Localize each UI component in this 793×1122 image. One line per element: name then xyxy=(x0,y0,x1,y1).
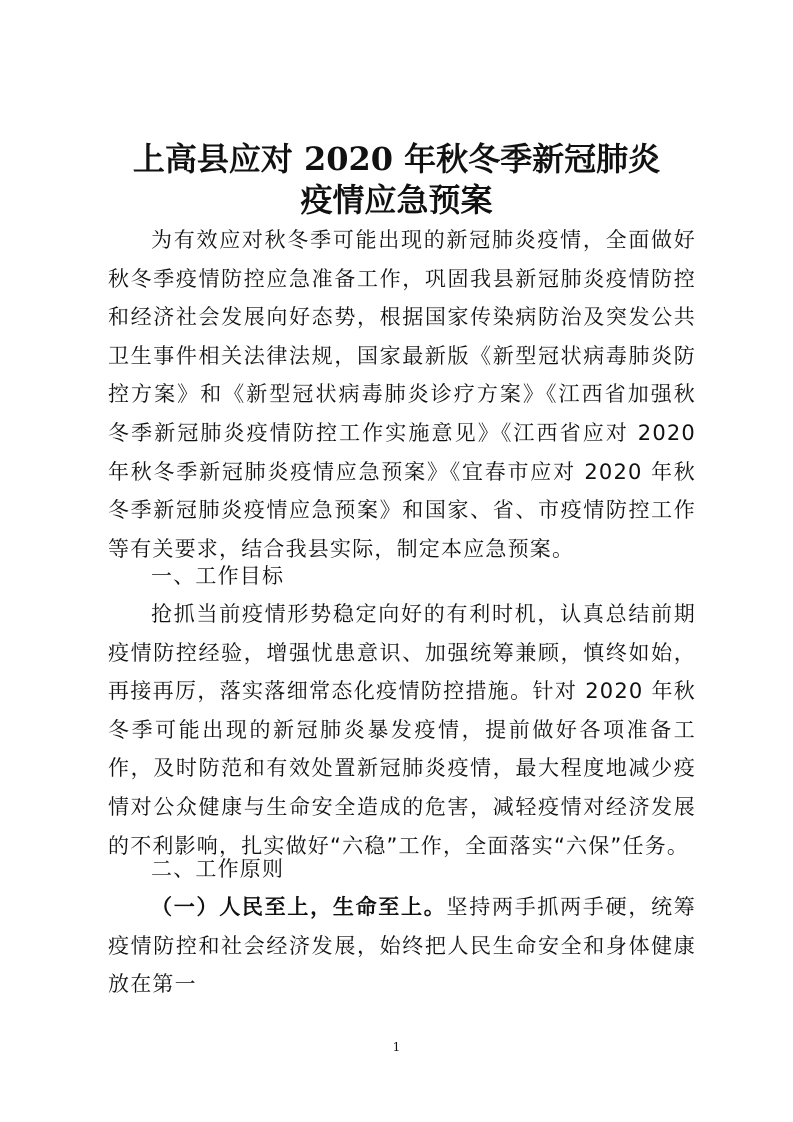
section-heading-goals: 一、工作目标 xyxy=(151,564,285,588)
document-title-line2: 疫情应急预案 xyxy=(300,181,493,219)
page-number: 1 xyxy=(392,1040,401,1054)
intro-paragraph: 为有效应对秋冬季可能出现的新冠肺炎疫情，全面做好秋冬季疫情防控应急准备工作，巩固我县新冠肺炎疫情防控和经济社会发展向好态势，根据国家传染病防治及突发公共卫生事件相关法律法规，国家最新版《新型冠状病毒肺炎防控方案》和《新型冠状病毒肺炎诊疗方案》《江西省加强秋冬季新冠肺炎疫情防控工作实施意见》《江西省应对 2020 年秋冬季新冠肺炎疫情应急预案》《宜春市应对 2020 年秋冬季新冠肺炎疫情应急预案》和国家、省、市疫情防控工作等有关要求，结合我县实际，制定本应急预案。 xyxy=(108,228,696,561)
principle-item-1 xyxy=(108,888,696,1004)
section-goals-paragraph: 抢抓当前疫情形势稳定向好的有利时机，认真总结前期疫情防控经验，增强忧患意识、加强统筹兼顾，慎终如始，再接再厉，落实落细常态化疫情防控措施。针对 2020 年秋冬季可能出现的新冠肺炎暴发疫情，提前做好各项准备工作，及时防范和有效处置新冠肺炎疫情，最大程度地减少疫情对公众健康与生命安全造成的危害，减轻疫情对经济发展的不利影响，扎实做好“六稳”工作，全面落实“六保”任务。 xyxy=(108,602,696,858)
document-title-line1: 上高县应对 2020 年秋冬季新冠肺炎 xyxy=(132,140,661,178)
principle-item-1-body: 坚持两手抓两手硬，统筹疫情防控和社会经济发展，始终把人民生命安全和身体健康放在第一 xyxy=(108,895,696,997)
principle-item-1-lead: （一）人民至上，生命至上。 xyxy=(151,895,447,919)
section-heading-principles: 二、工作原则 xyxy=(151,857,285,881)
